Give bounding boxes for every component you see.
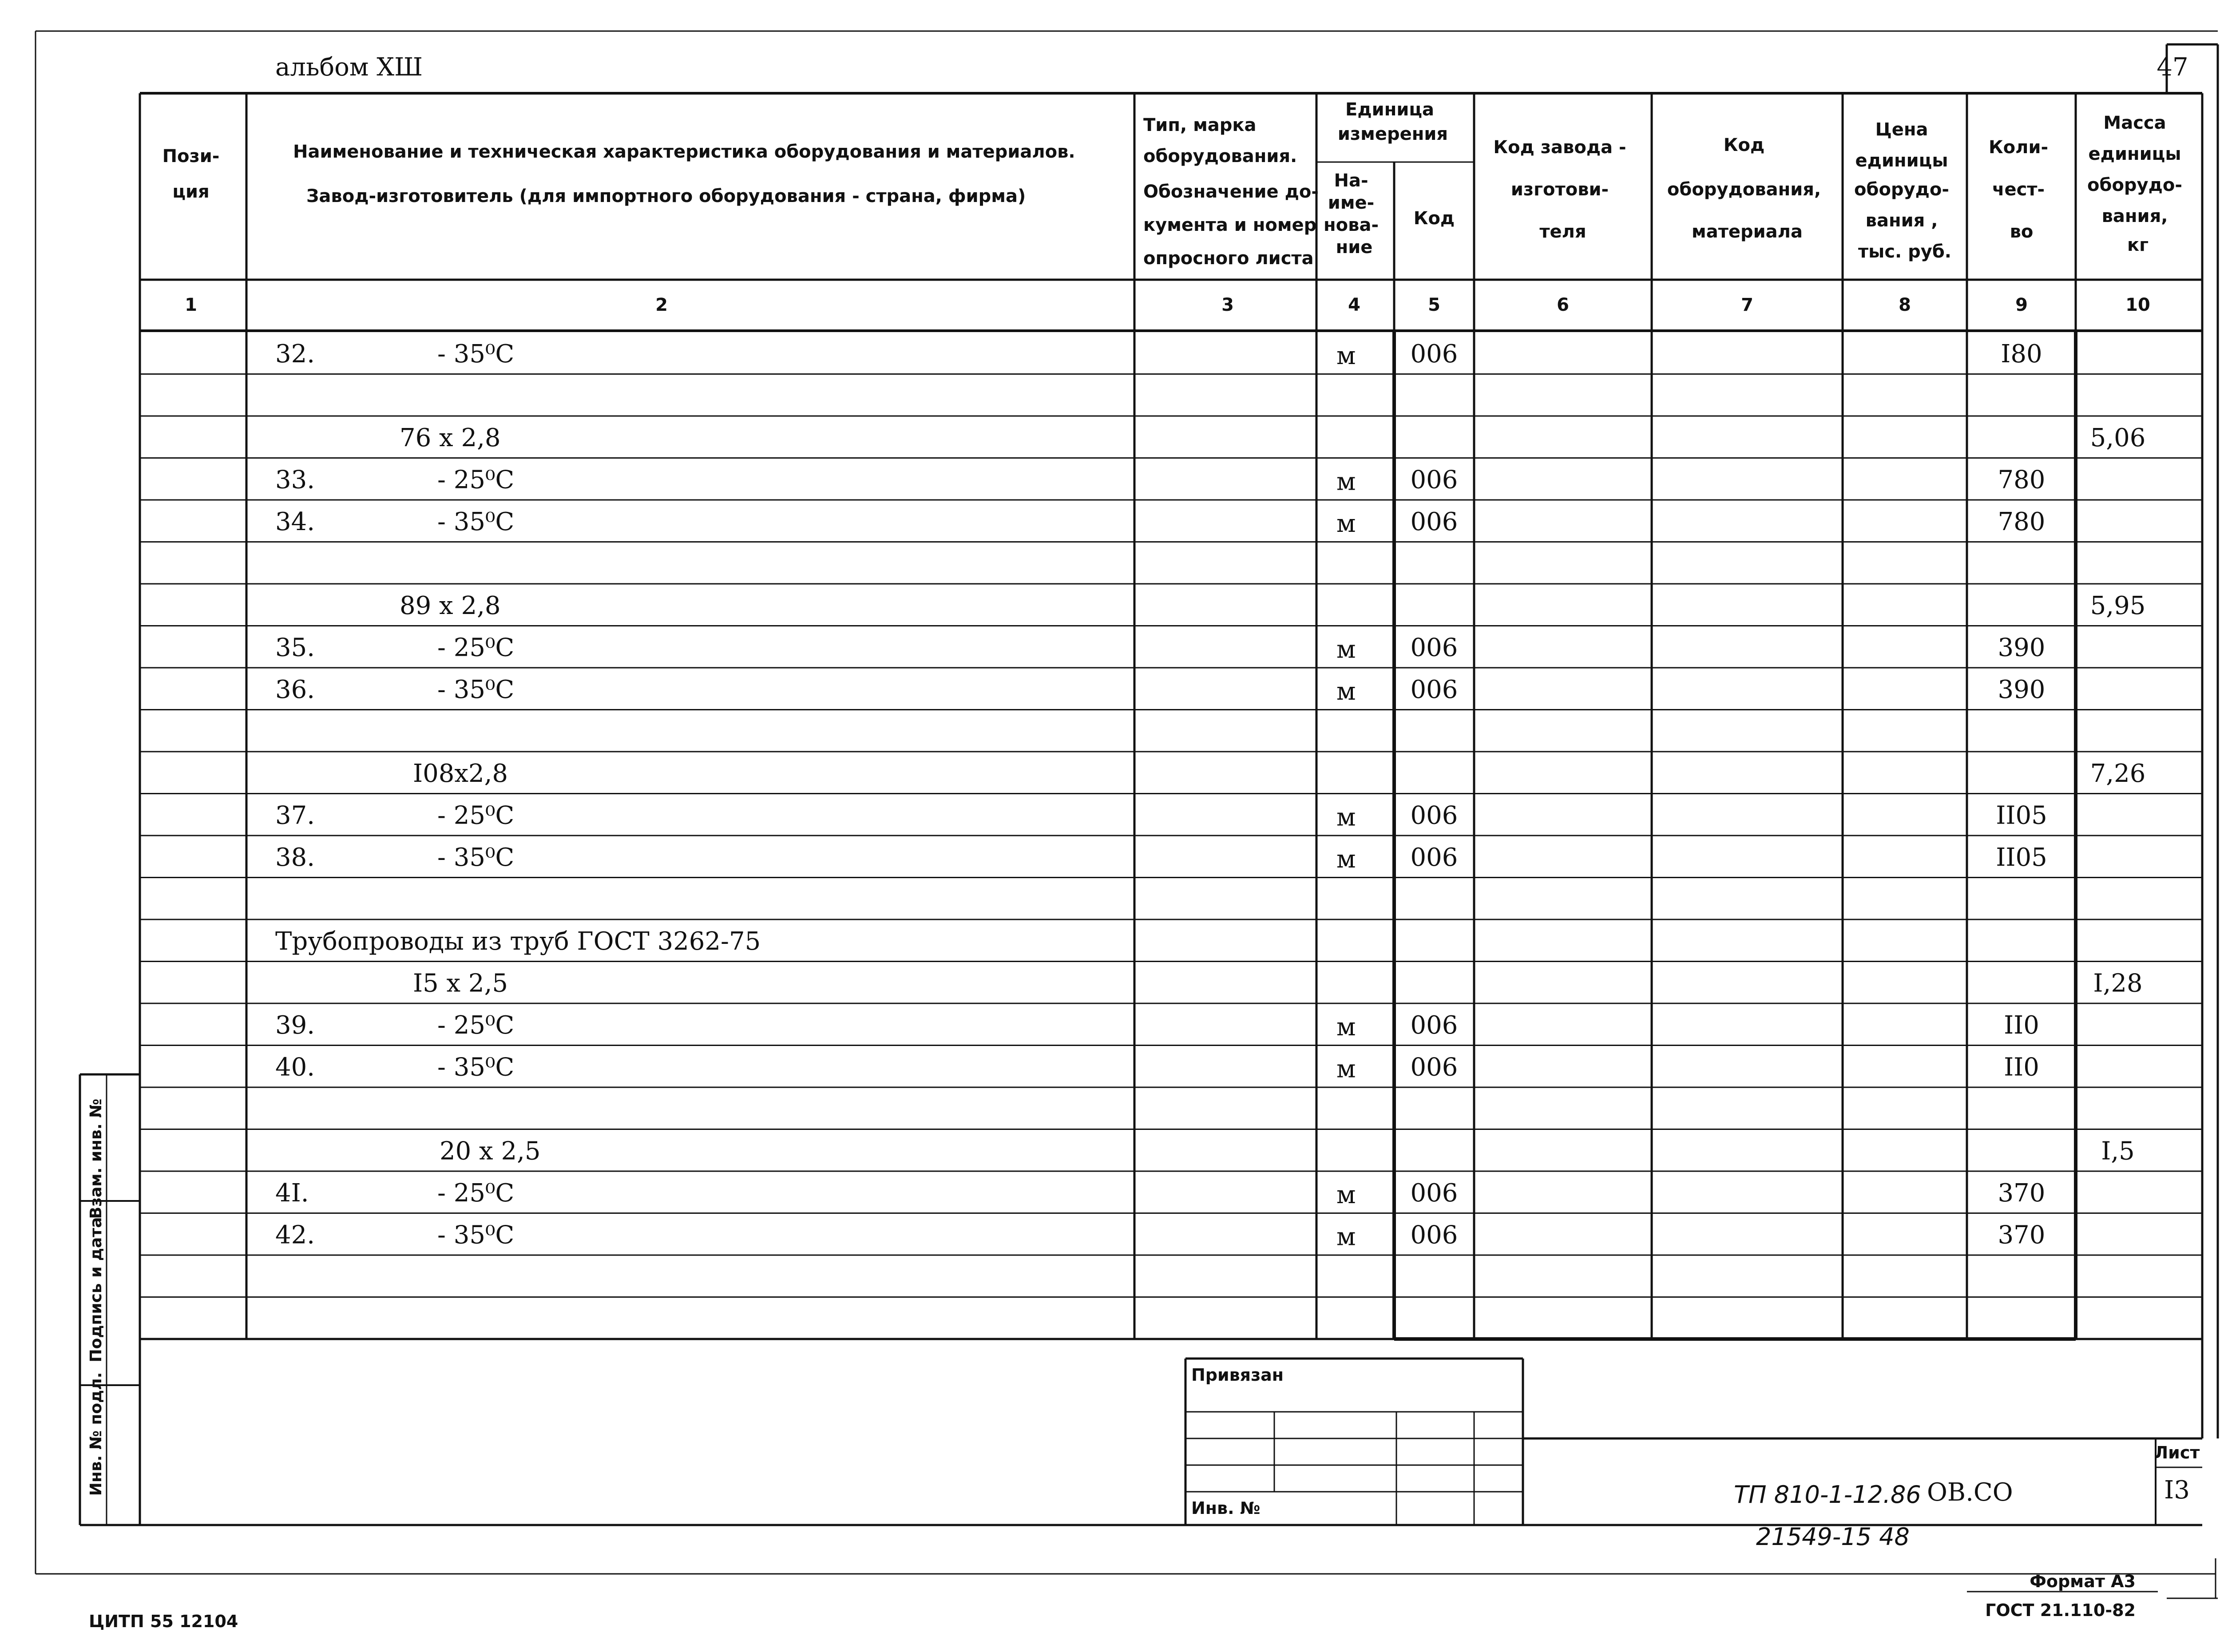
row-quantity: II0	[2004, 1011, 2039, 1040]
header-equipment-code: Код оборудования, материала	[1667, 135, 1821, 242]
row-code: 006	[1410, 507, 1458, 536]
title-block	[1191, 1365, 2200, 1551]
row-position: 32.	[275, 340, 315, 368]
row-position: 4I.	[275, 1179, 309, 1208]
sheet-value: I3	[2164, 1476, 2190, 1505]
row-unit: м	[1336, 845, 1356, 874]
printer-label: ЦИТП 55 12104	[89, 1612, 238, 1631]
gost-label: ГОСТ 21.110-82	[1985, 1600, 2136, 1620]
row-name: - 25⁰С	[437, 633, 515, 662]
row-quantity: 390	[1998, 675, 2046, 704]
document-code: ТП 810-1-12.86	[1734, 1481, 1921, 1509]
row-quantity: II0	[2004, 1053, 2039, 1082]
col-num: 2	[655, 295, 668, 315]
header-type: Тип, марка оборудования. Обозначение до- кумента и номер опросного листа	[1143, 115, 1319, 269]
row-quantity: II05	[1996, 801, 2047, 830]
row-position: 33.	[275, 465, 315, 495]
table-grid	[36, 31, 2218, 1598]
row-quantity: 370	[1998, 1220, 2046, 1250]
row-code: 006	[1410, 1179, 1458, 1208]
page-number: 47	[2157, 53, 2188, 82]
row-position: 39.	[275, 1011, 315, 1040]
row-name: - 35⁰С	[437, 340, 515, 368]
header-quantity: Коли- чест- во	[1988, 137, 2049, 242]
row-quantity: I80	[2001, 340, 2042, 368]
row-quantity: 390	[1998, 633, 2046, 662]
col-num: 5	[1428, 295, 1440, 315]
row-mass: I,28	[2093, 969, 2143, 998]
row-unit: м	[1336, 635, 1356, 664]
header-name-line2: Завод-изготовитель (для импортного оборудования - страна, фирма)	[306, 186, 1026, 206]
row-unit: м	[1336, 467, 1356, 496]
inv-no-label: Инв. №	[1191, 1498, 1261, 1518]
row-position: 37.	[275, 801, 315, 830]
row-unit: м	[1336, 677, 1356, 706]
row-unit: м	[1336, 803, 1356, 832]
side-label-replacement-inv: Взам. инв. №	[87, 1098, 105, 1219]
row-name: Трубопроводы из труб ГОСТ 3262-75	[275, 927, 761, 956]
side-label-original-inv: Инв. № подл.	[87, 1372, 105, 1496]
row-code: 006	[1410, 801, 1458, 830]
row-code: 006	[1410, 633, 1458, 662]
row-code: 006	[1410, 1220, 1458, 1250]
table-header	[163, 99, 2188, 269]
handwritten-number: 21549-15 48	[1756, 1523, 1910, 1551]
row-name: - 35⁰С	[437, 507, 515, 536]
col-num: 8	[1899, 295, 1911, 315]
row-quantity: II05	[1996, 843, 2047, 872]
row-unit: м	[1336, 1222, 1356, 1252]
row-unit: м	[1336, 1054, 1356, 1084]
document-suffix: ОВ.СО	[1927, 1478, 2013, 1507]
row-name: - 35⁰С	[437, 843, 515, 872]
row-position: 34.	[275, 507, 315, 536]
col-num: 9	[2015, 295, 2028, 315]
row-mass: I,5	[2101, 1137, 2135, 1166]
row-position: 36.	[275, 675, 315, 704]
row-name: - 35⁰С	[437, 1053, 515, 1082]
header-price: Цена единицы оборудо- вания , тыс. руб.	[1854, 119, 1952, 262]
col-num: 7	[1741, 295, 1753, 315]
table-body	[275, 340, 2145, 1252]
album-label: альбом ХШ	[275, 53, 423, 82]
row-unit: м	[1336, 341, 1356, 370]
row-name: - 25⁰С	[437, 801, 515, 830]
header-unit-code: Код	[1413, 208, 1455, 229]
header-position: Пози-ция	[162, 146, 220, 202]
row-name: 89 х 2,8	[400, 591, 501, 620]
row-name: - 25⁰С	[437, 465, 515, 495]
header-mass: Масса единицы оборудо- вания, кг	[2087, 113, 2183, 255]
side-label-signature-date: Подпись и дата	[87, 1217, 105, 1363]
row-name: 20 х 2,5	[440, 1137, 541, 1166]
row-code: 006	[1410, 1053, 1458, 1082]
row-name: 76 х 2,8	[400, 424, 501, 452]
row-name: - 35⁰С	[437, 675, 515, 704]
row-code: 006	[1410, 465, 1458, 495]
row-mass: 7,26	[2090, 759, 2146, 788]
side-stamp	[87, 1099, 105, 1496]
row-mass: 5,06	[2090, 424, 2146, 452]
row-name: I5 х 2,5	[413, 969, 508, 998]
col-num: 10	[2125, 295, 2150, 315]
header-unit-name: На- име- нова- ние	[1324, 170, 1379, 258]
row-unit: м	[1336, 1181, 1356, 1209]
header-name-line1: Наименование и техническая характеристика оборудования и материалов.	[293, 142, 1075, 162]
row-name: I08х2,8	[413, 759, 508, 788]
row-unit: м	[1336, 1013, 1356, 1042]
row-position: 38.	[275, 843, 315, 872]
header-plant-code: Код завода - изготови- теля	[1493, 137, 1626, 242]
row-code: 006	[1410, 1011, 1458, 1040]
row-name: - 25⁰С	[437, 1011, 515, 1040]
format-label: Формат А3	[2030, 1572, 2136, 1591]
privyazan-label: Привязан	[1191, 1365, 1284, 1385]
col-num: 6	[1557, 295, 1569, 315]
column-numbers	[185, 295, 2150, 315]
header-unit-group: Единица измерения	[1337, 99, 1448, 144]
row-position: 42.	[275, 1220, 315, 1250]
row-name: - 25⁰С	[437, 1179, 515, 1208]
row-code: 006	[1410, 843, 1458, 872]
row-position: 35.	[275, 633, 315, 662]
row-position: 40.	[275, 1053, 315, 1082]
sheet-label: Лист	[2154, 1443, 2200, 1462]
row-quantity: 780	[1998, 507, 2046, 536]
row-quantity: 370	[1998, 1179, 2046, 1208]
col-num: 1	[185, 295, 197, 315]
col-num: 4	[1348, 295, 1360, 315]
row-name: - 35⁰С	[437, 1220, 515, 1250]
row-quantity: 780	[1998, 465, 2046, 495]
row-code: 006	[1410, 675, 1458, 704]
row-mass: 5,95	[2090, 591, 2146, 620]
col-num: 3	[1221, 295, 1234, 315]
row-code: 006	[1410, 340, 1458, 368]
row-unit: м	[1336, 509, 1356, 538]
